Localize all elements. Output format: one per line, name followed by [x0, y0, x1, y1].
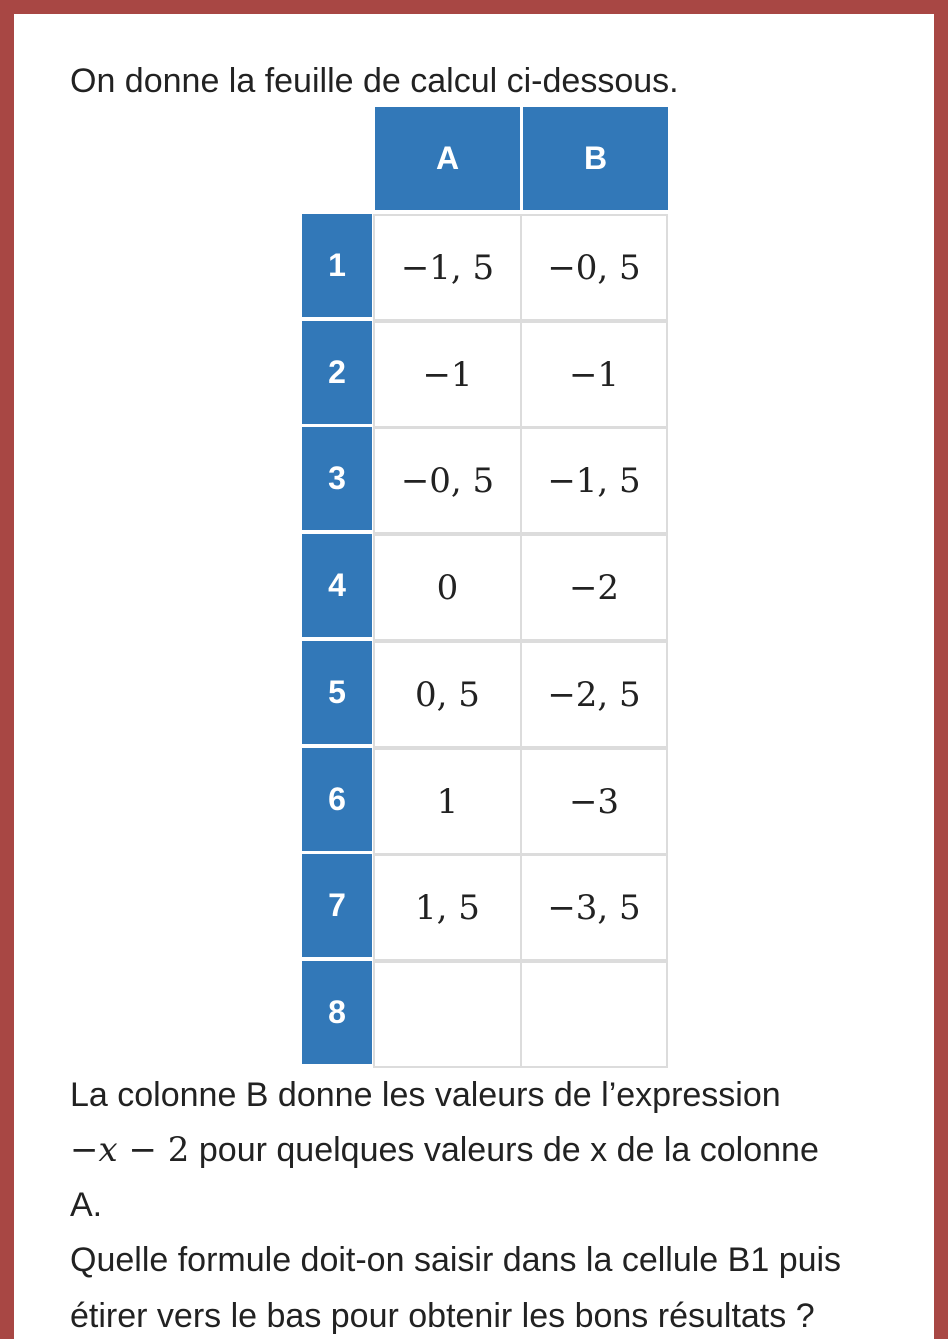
row-header-4: 4	[302, 534, 372, 637]
cell-a8	[373, 961, 522, 1068]
row-header-6: 6	[302, 748, 372, 851]
cell-a2: −1	[373, 321, 522, 428]
cell-b1: −0, 5	[520, 214, 668, 321]
row-header-1: 1	[302, 214, 372, 317]
row-header-8: 8	[302, 961, 372, 1064]
cell-a3: −0, 5	[373, 427, 522, 534]
question-line-5: étirer vers le bas pour obtenir les bons résultats ?	[70, 1297, 815, 1335]
cell-b6: −3	[520, 748, 668, 855]
cell-b8	[520, 961, 668, 1068]
question-line-3: A.	[70, 1186, 103, 1224]
question-line-2	[70, 1122, 819, 1178]
expression-variable: x	[98, 1130, 118, 1170]
spreadsheet-table	[302, 107, 668, 1064]
cell-a5: 0, 5	[373, 641, 522, 748]
row-header-5: 5	[302, 641, 372, 744]
intro-text: On donne la feuille de calcul ci-dessous.	[70, 62, 679, 100]
column-header-a: A	[375, 107, 520, 210]
expression-tail: − 2	[117, 1130, 190, 1170]
cell-a6: 1	[373, 748, 522, 855]
cell-a4: 0	[373, 534, 522, 641]
expression	[70, 1130, 189, 1170]
cell-b3: −1, 5	[520, 427, 668, 534]
cell-b2: −1	[520, 321, 668, 428]
cell-b4: −2	[520, 534, 668, 641]
expression-minus: −	[70, 1130, 99, 1170]
row-header-2: 2	[302, 321, 372, 424]
cell-b7: −3, 5	[520, 854, 668, 961]
question-line-1: La colonne B donne les valeurs de l’expression	[70, 1076, 781, 1114]
question-line-2-text: pour quelques valeurs de x de la colonne	[189, 1131, 819, 1169]
cell-b5: −2, 5	[520, 641, 668, 748]
row-header-3: 3	[302, 427, 372, 530]
cell-a1: −1, 5	[373, 214, 522, 321]
row-header-7: 7	[302, 854, 372, 957]
question-line-4: Quelle formule doit-on saisir dans la cellule B1 puis	[70, 1241, 842, 1279]
cell-a7: 1, 5	[373, 854, 522, 961]
column-header-b: B	[523, 107, 668, 210]
